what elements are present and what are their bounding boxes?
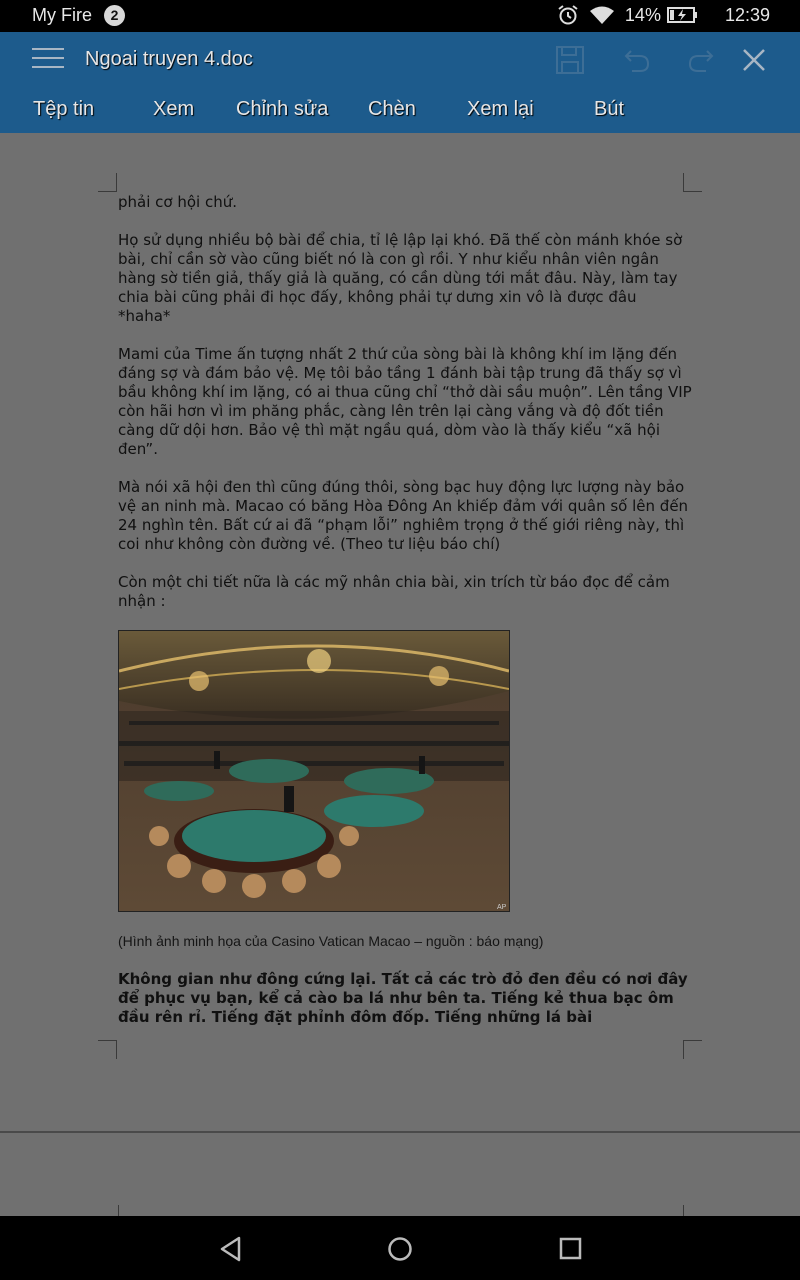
margin-mark: [98, 1040, 117, 1059]
toolbar: [0, 32, 800, 88]
document-title: Ngoai truyen 4.doc: [85, 48, 253, 70]
menu-view[interactable]: Xem: [153, 98, 195, 120]
document-body[interactable]: [118, 193, 693, 1046]
menu-pen[interactable]: Bút: [594, 98, 625, 120]
margin-mark: [683, 173, 702, 192]
navigation-bar: [0, 1216, 800, 1280]
notification-count-badge: 2: [104, 5, 125, 26]
paragraph: Mà nói xã hội đen thì cũng đúng thôi, sòng bạc huy động lực lượng này bảo vệ an ninh mà. Macao có băng Hòa Đông An khiếp đảm với quân số lên đến 24 nghìn tên. Bất cứ ai đã “phạm lỗi” nghiêm trọng ở thế giới riêng này, thì coi như không còn đường về. (Theo tư liệu báo chí): [118, 478, 689, 553]
paragraph: Còn một chi tiết nữa là các mỹ nhân chia bài, xin trích từ báo đọc để cảm nhận :: [118, 573, 670, 610]
menu-review[interactable]: Xem lại: [467, 98, 534, 120]
menu-file[interactable]: Tệp tin: [33, 98, 95, 120]
status-bar: [0, 0, 800, 32]
undo-icon[interactable]: [620, 44, 652, 76]
close-icon[interactable]: [738, 44, 770, 76]
battery-percent: 14%: [624, 4, 661, 25]
casino-photo[interactable]: [118, 630, 510, 912]
app-bar: [0, 32, 800, 133]
paragraph: Họ sử dụng nhiều bộ bài để chia, tỉ lệ lập lại khó. Đã thế còn mánh khóe sờ bài, chỉ cần sờ vào cũng biết nó là con gì rồi. Y như kiểu nhân viên ngân hàng sờ tiền giả, thấy giả là quăng, có cần dùng tới mắt đâu. Này, làm tay chia bài cũng phải đi học đấy, không phải tự dưng xin vô là được đâu *haha*: [118, 231, 683, 325]
paragraph: phải cơ hội chứ.: [118, 193, 237, 211]
clock: 12:39: [724, 4, 770, 25]
paragraph-bold: Không gian như đông cứng lại. Tất cả các trò đỏ đen đều có nơi đây để phục vụ bạn, kể cả cào ba lá như bên ta. Tiếng kẻ thua bạc ôm đầu rên rỉ. Tiếng đặt phỉnh đôm đốp. Tiếng những lá bài: [118, 970, 688, 1026]
back-icon[interactable]: [217, 1234, 247, 1264]
document-page[interactable]: [0, 133, 800, 1133]
paragraph: Mami của Time ấn tượng nhất 2 thứ của sòng bài là không khí im lặng đến đáng sợ và đám bảo vệ. Mẹ tôi bảo tầng 1 đánh bài tập trung đã thấy sợ vì bầu không khí im lặng, có ai thua cũng chỉ “thở dài sầu muộn”. Lên tầng VIP còn hãi hơn vì im phăng phắc, càng lên trên lại càng vắng và độ đốt tiền càng dữ dội hơn. Bảo vệ thì mặt ngầu quá, dòm vào là thấy kiểu “xã hội đen”.: [118, 345, 692, 458]
wifi-icon: [589, 5, 615, 25]
menu-insert[interactable]: Chèn: [368, 98, 416, 120]
recents-icon[interactable]: [556, 1234, 586, 1264]
margin-mark: [98, 173, 117, 192]
image-caption: (Hình ảnh minh họa của Casino Vatican Macao – nguồn : báo mạng): [118, 933, 544, 949]
menu-icon[interactable]: [32, 48, 64, 70]
status-right: [557, 4, 770, 26]
alarm-icon: [557, 4, 579, 26]
redo-icon[interactable]: [686, 44, 718, 76]
home-icon[interactable]: [385, 1234, 415, 1264]
status-left: [32, 5, 125, 26]
next-page: [0, 1133, 800, 1217]
save-icon[interactable]: [554, 44, 586, 76]
image-watermark: AP: [497, 904, 507, 911]
menu-edit[interactable]: Chỉnh sửa: [236, 98, 329, 120]
menu-bar: [0, 88, 800, 133]
carrier-label: My Fire: [32, 5, 92, 25]
battery-charging-icon: [667, 6, 699, 24]
